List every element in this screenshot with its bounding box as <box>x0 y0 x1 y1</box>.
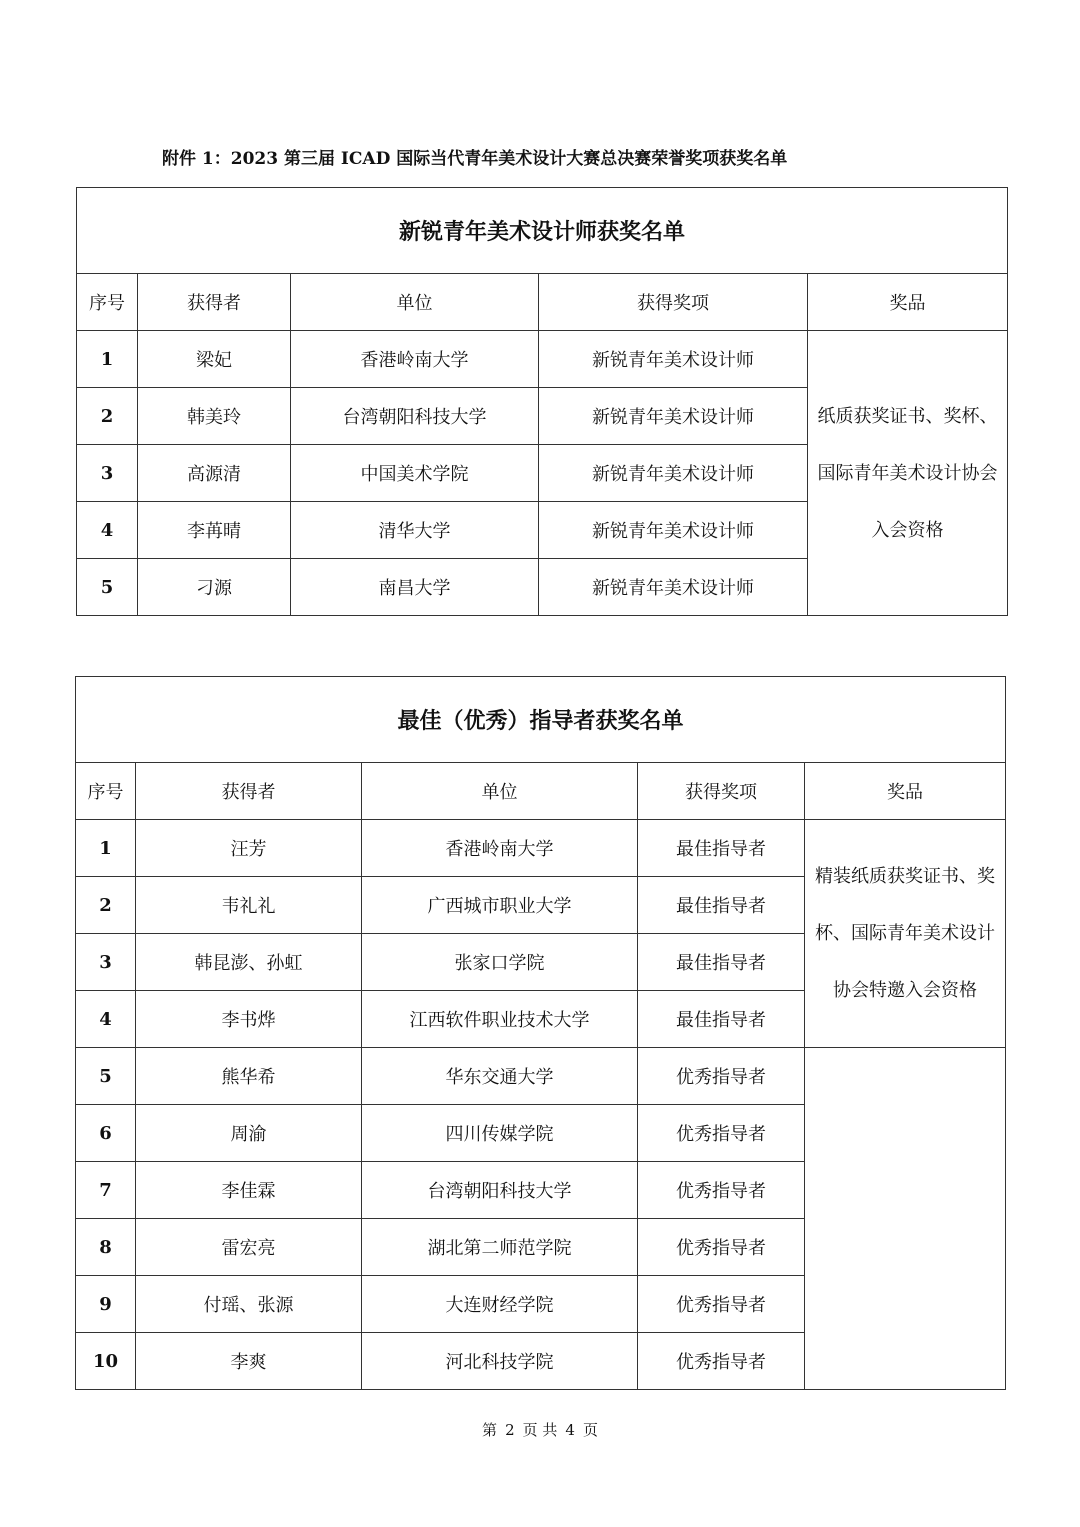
row-number: 3 <box>76 934 136 991</box>
prize-cell: 纸质获奖证书、奖杯、国际青年美术设计协会入会资格 <box>808 331 1008 616</box>
document-heading: 附件 1：2023 第三届 ICAD 国际当代青年美术设计大赛总决赛荣誉奖项获奖名单 <box>162 149 788 169</box>
row-number: 8 <box>76 1219 136 1276</box>
institution: 华东交通大学 <box>362 1048 638 1105</box>
winner-name: 韩昆澎、孙虹 <box>136 934 362 991</box>
institution: 四川传媒学院 <box>362 1105 638 1162</box>
award-name: 新锐青年美术设计师 <box>539 445 808 502</box>
column-header: 奖品 <box>805 763 1006 820</box>
award-name: 最佳指导者 <box>638 934 805 991</box>
award-name: 新锐青年美术设计师 <box>539 502 808 559</box>
row-number: 4 <box>77 502 138 559</box>
winner-name: 韦礼礼 <box>136 877 362 934</box>
table-row <box>76 1048 1006 1105</box>
winner-name: 高源清 <box>138 445 291 502</box>
winner-name: 韩美玲 <box>138 388 291 445</box>
column-header: 单位 <box>291 274 539 331</box>
prize-cell: 精装纸质获奖证书、奖杯、国际青年美术设计协会特邀入会资格 <box>805 820 1006 1048</box>
award-name: 优秀指导者 <box>638 1276 805 1333</box>
award-name: 最佳指导者 <box>638 820 805 877</box>
award-name: 新锐青年美术设计师 <box>539 388 808 445</box>
empty-prize-cell <box>805 1048 1006 1390</box>
table-title: 新锐青年美术设计师获奖名单 <box>77 188 1008 274</box>
award-name: 新锐青年美术设计师 <box>539 559 808 616</box>
page-footer <box>0 1419 1080 1440</box>
award-name: 新锐青年美术设计师 <box>539 331 808 388</box>
winner-name: 刁源 <box>138 559 291 616</box>
mentor-award-table <box>75 676 1006 1390</box>
institution: 中国美术学院 <box>291 445 539 502</box>
page-number: 2 <box>505 1421 515 1439</box>
column-header: 序号 <box>76 763 136 820</box>
column-header: 获得奖项 <box>539 274 808 331</box>
institution: 台湾朝阳科技大学 <box>291 388 539 445</box>
column-header: 获得者 <box>136 763 362 820</box>
winner-name: 李爽 <box>136 1333 362 1390</box>
row-number: 7 <box>76 1162 136 1219</box>
row-number: 6 <box>76 1105 136 1162</box>
table-header-row <box>76 763 1006 820</box>
row-number: 5 <box>77 559 138 616</box>
row-number: 1 <box>77 331 138 388</box>
winner-name: 梁妃 <box>138 331 291 388</box>
winner-name: 熊华希 <box>136 1048 362 1105</box>
award-name: 最佳指导者 <box>638 877 805 934</box>
table-title: 最佳（优秀）指导者获奖名单 <box>76 677 1006 763</box>
column-header: 获得奖项 <box>638 763 805 820</box>
award-name: 优秀指导者 <box>638 1333 805 1390</box>
award-name: 优秀指导者 <box>638 1048 805 1105</box>
column-header: 序号 <box>77 274 138 331</box>
institution: 大连财经学院 <box>362 1276 638 1333</box>
institution: 清华大学 <box>291 502 539 559</box>
row-number: 2 <box>77 388 138 445</box>
winner-name: 李书烨 <box>136 991 362 1048</box>
institution: 河北科技学院 <box>362 1333 638 1390</box>
winner-name: 李苒晴 <box>138 502 291 559</box>
row-number: 10 <box>76 1333 136 1390</box>
award-name: 最佳指导者 <box>638 991 805 1048</box>
winner-name: 汪芳 <box>136 820 362 877</box>
institution: 南昌大学 <box>291 559 539 616</box>
institution: 广西城市职业大学 <box>362 877 638 934</box>
table-header-row <box>77 274 1008 331</box>
column-header: 单位 <box>362 763 638 820</box>
winner-name: 雷宏亮 <box>136 1219 362 1276</box>
row-number: 2 <box>76 877 136 934</box>
winner-name: 周渝 <box>136 1105 362 1162</box>
institution: 湖北第二师范学院 <box>362 1219 638 1276</box>
footer-mid: 页 共 <box>522 1421 558 1439</box>
institution: 香港岭南大学 <box>362 820 638 877</box>
row-number: 3 <box>77 445 138 502</box>
institution: 张家口学院 <box>362 934 638 991</box>
award-name: 优秀指导者 <box>638 1105 805 1162</box>
winner-name: 李佳霖 <box>136 1162 362 1219</box>
winner-name: 付瑶、张源 <box>136 1276 362 1333</box>
row-number: 1 <box>76 820 136 877</box>
row-number: 5 <box>76 1048 136 1105</box>
institution: 江西软件职业技术大学 <box>362 991 638 1048</box>
page-total: 4 <box>565 1421 575 1439</box>
award-name: 优秀指导者 <box>638 1162 805 1219</box>
footer-prefix: 第 <box>482 1421 498 1439</box>
young-designer-award-table <box>76 187 1008 616</box>
table-row <box>77 331 1008 388</box>
institution: 香港岭南大学 <box>291 331 539 388</box>
institution: 台湾朝阳科技大学 <box>362 1162 638 1219</box>
column-header: 奖品 <box>808 274 1008 331</box>
footer-suffix: 页 <box>582 1421 598 1439</box>
table-row <box>76 820 1006 877</box>
row-number: 4 <box>76 991 136 1048</box>
row-number: 9 <box>76 1276 136 1333</box>
column-header: 获得者 <box>138 274 291 331</box>
award-name: 优秀指导者 <box>638 1219 805 1276</box>
